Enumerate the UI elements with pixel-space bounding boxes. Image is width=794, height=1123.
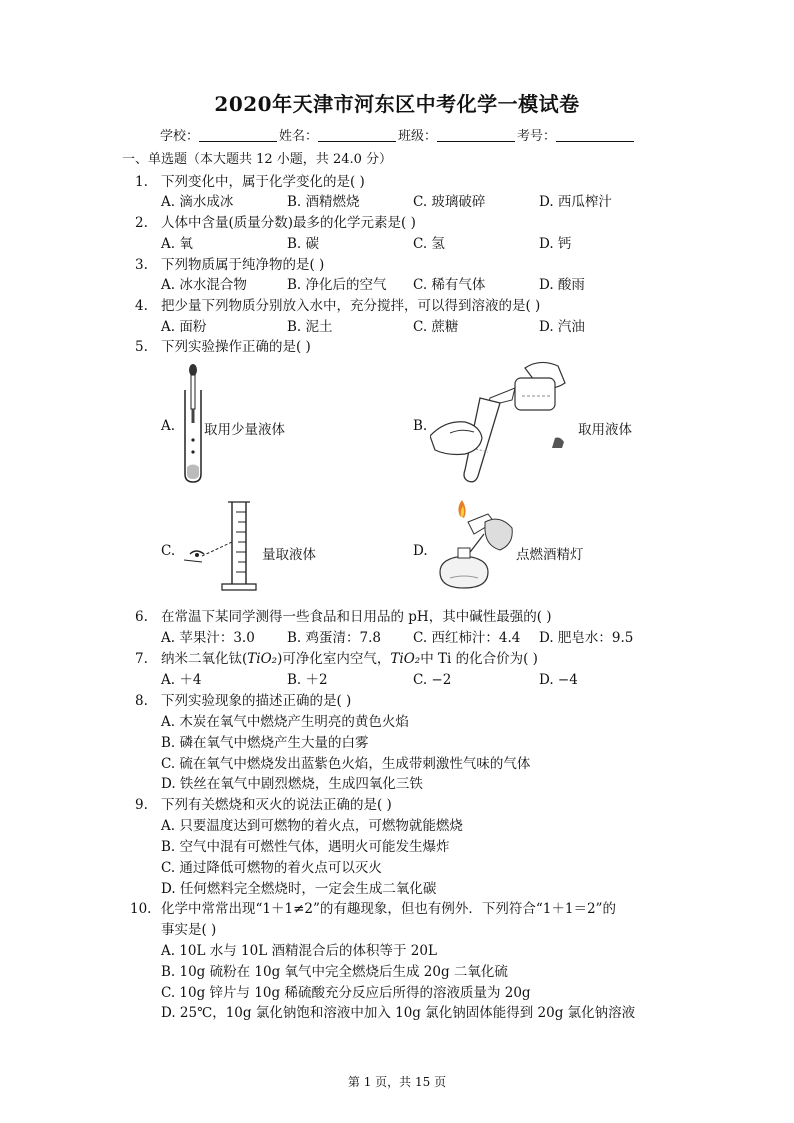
option-d[interactable]: D. 任何燃料完全燃烧时，一定会生成二氧化碳 (161, 881, 437, 897)
question-stem-part: )可净化室内空气， (277, 651, 391, 667)
question-stem-part: 纳米二氧化钛( (161, 651, 248, 667)
option-a[interactable]: A. 氧 (161, 236, 193, 252)
option-d[interactable]: D. 钙 (539, 236, 572, 252)
id-label: 考号： (517, 129, 557, 144)
options-row (161, 190, 612, 210)
option-a[interactable]: A. ＋4 (161, 672, 202, 688)
question-10 (130, 897, 616, 917)
option-c[interactable]: C. 玻璃破碎 (413, 194, 486, 210)
option-b[interactable]: B. 酒精燃烧 (287, 194, 360, 210)
option-a[interactable]: A. 苹果汁：3.0 (161, 630, 255, 646)
option-a[interactable]: A. 只要温度达到可燃物的着火点，可燃物就能燃烧 (161, 818, 463, 834)
options-row (161, 273, 585, 293)
option-b[interactable]: B. 空气中混有可燃性气体，遇明火可能发生爆炸 (161, 839, 450, 855)
question-stem: 在常温下某同学测得一些食品和日用品的 pH，其中碱性最强的( ) (161, 609, 552, 625)
option-c[interactable]: C. 蔗糖 (413, 319, 459, 335)
question-stem: 把少量下列物质分别放入水中，充分搅拌，可以得到溶液的是( ) (161, 298, 541, 314)
page-title: 2020年天津市河东区中考化学一模试卷 (214, 92, 580, 116)
option-d-letter[interactable]: D. (413, 543, 428, 559)
option-d[interactable]: D. 25℃，10g 氯化钠饱和溶液中加入 10g 氯化钠固体能得到 20g 氯化钠溶液 (161, 1005, 636, 1021)
question-number: 3. (135, 257, 148, 273)
class-blank[interactable] (437, 129, 515, 142)
graduated-cylinder-illustration (182, 498, 262, 596)
question-stem: 下列实验操作正确的是( ) (161, 339, 311, 355)
option-a[interactable]: A. 木炭在氧气中燃烧产生明亮的黄色火焰 (161, 714, 409, 730)
option-d-caption: 点燃酒精灯 (516, 547, 584, 563)
student-info-line (160, 125, 636, 144)
question-number: 1. (135, 174, 148, 190)
options-row (161, 232, 571, 252)
option-b-caption: 取用液体 (578, 422, 632, 438)
option-d[interactable]: D. 西瓜榨汁 (539, 194, 612, 210)
question-2 (135, 211, 416, 231)
question-number: 5. (135, 339, 148, 355)
option-b[interactable]: B. 碳 (287, 236, 320, 252)
option-c[interactable]: C. 10g 锌片与 10g 稀硫酸充分反应后所得的溶液质量为 20g (161, 985, 531, 1001)
name-label: 姓名： (279, 129, 319, 144)
question-stem: 下列有关燃烧和灭火的说法正确的是( ) (161, 797, 392, 813)
pouring-liquid-illustration (430, 358, 578, 488)
option-c[interactable]: C. −2 (413, 672, 452, 688)
question-9 (135, 793, 392, 813)
id-blank[interactable] (556, 129, 634, 142)
option-c[interactable]: C. 稀有气体 (413, 277, 486, 293)
question-stem-part: 中 Ti 的化合价为( ) (420, 651, 538, 667)
alcohol-lamp-illustration (430, 500, 520, 592)
option-b[interactable]: B. 鸡蛋清：7.8 (287, 630, 381, 646)
option-d[interactable]: D. 铁丝在氧气中剧烈燃烧，生成四氧化三铁 (161, 776, 423, 792)
option-b[interactable]: B. 净化后的空气 (287, 277, 387, 293)
option-c-letter[interactable]: C. (161, 543, 176, 559)
formula: TiO₂ (247, 651, 278, 667)
option-b[interactable]: B. 磷在氧气中燃烧产生大量的白雾 (161, 735, 369, 751)
option-d[interactable]: D. 汽油 (539, 319, 585, 335)
option-c[interactable]: C. 通过降低可燃物的着火点可以灭火 (161, 860, 382, 876)
option-a-caption: 取用少量液体 (204, 422, 285, 438)
question-stem: 下列实验现象的描述正确的是( ) (161, 693, 352, 709)
options-row (161, 668, 578, 688)
option-b-letter[interactable]: B. (413, 418, 428, 434)
question-stem: 人体中含量(质量分数)最多的化学元素是( ) (161, 215, 416, 231)
option-a[interactable]: A. 面粉 (161, 319, 207, 335)
question-stem: 下列变化中，属于化学变化的是( ) (161, 174, 365, 190)
option-a-letter[interactable]: A. (161, 418, 176, 434)
section-heading: 一、单选题（本大题共 12 小题，共 24.0 分） (122, 152, 393, 167)
question-stem: 化学中常常出现“1＋1≠2”的有趣现象，但也有例外．下列符合“1＋1＝2”的 (161, 901, 616, 917)
school-label: 学校： (160, 129, 200, 144)
class-label: 班级： (398, 129, 438, 144)
question-stem: 下列物质属于纯净物的是( ) (161, 257, 325, 273)
question-number: 10. (130, 901, 152, 917)
question-number: 4. (135, 298, 148, 314)
question-number: 2. (135, 215, 148, 231)
school-blank[interactable] (199, 129, 277, 142)
option-d[interactable]: D. −4 (539, 672, 578, 688)
question-number: 9. (135, 797, 148, 813)
option-c[interactable]: C. 氢 (413, 236, 445, 252)
option-b[interactable]: B. 10g 硫粉在 10g 氧气中完全燃烧后生成 20g 二氧化硫 (161, 964, 508, 980)
option-b[interactable]: B. 泥土 (287, 319, 333, 335)
option-c[interactable]: C. 西红柿汁：4.4 (413, 630, 521, 646)
question-number: 6. (135, 609, 148, 625)
option-a[interactable]: A. 10L 水与 10L 酒精混合后的体积等于 20L (161, 943, 437, 959)
question-8 (135, 689, 351, 709)
question-number: 7. (135, 651, 148, 667)
option-d[interactable]: D. 酸雨 (539, 277, 585, 293)
question-1 (135, 170, 365, 190)
option-c-caption: 量取液体 (262, 547, 316, 563)
option-d[interactable]: D. 肥皂水：9.5 (539, 630, 634, 646)
question-stem-continued: 事实是( ) (161, 922, 217, 938)
options-row (161, 315, 585, 335)
question-4 (135, 294, 540, 314)
option-a[interactable]: A. 冰水混合物 (161, 277, 247, 293)
options-row (161, 626, 633, 646)
question-3 (135, 253, 324, 273)
question-5 (135, 335, 311, 355)
option-a[interactable]: A. 滴水成冰 (161, 194, 234, 210)
question-6 (135, 605, 552, 625)
option-b[interactable]: B. ＋2 (287, 672, 328, 688)
option-c[interactable]: C. 硫在氧气中燃烧发出蓝紫色火焰，生成带刺激性气味的气体 (161, 756, 531, 772)
page-footer: 第 1 页，共 15 页 (347, 1075, 447, 1089)
question-number: 8. (135, 693, 148, 709)
name-blank[interactable] (318, 129, 396, 142)
question-7 (135, 647, 538, 667)
formula: TiO₂ (390, 651, 421, 667)
